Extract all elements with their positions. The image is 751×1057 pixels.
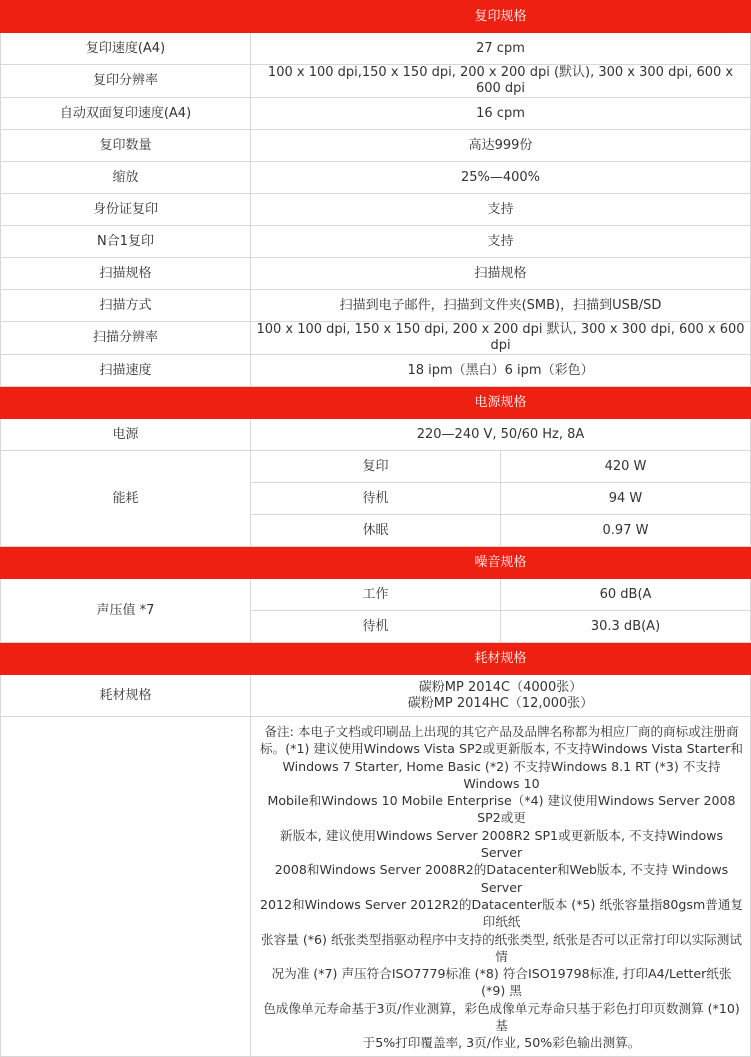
row-value: 16 cpm xyxy=(251,98,751,130)
row-value: 支持 xyxy=(251,226,751,258)
section-title-noise: 噪音规格 xyxy=(251,547,751,579)
section-header-noise-left xyxy=(1,547,251,579)
table-row xyxy=(1,322,751,355)
table-row xyxy=(1,258,751,290)
row-label: 电源 xyxy=(1,419,251,451)
row-value: 0.97 W xyxy=(501,515,751,547)
sub-label: 休眠 xyxy=(251,515,501,547)
row-label: 扫描方式 xyxy=(1,290,251,322)
row-value: 25%—400% xyxy=(251,162,751,194)
notes-label-empty xyxy=(1,717,251,1057)
table-row xyxy=(1,451,751,483)
notes-line: Windows 7 Starter, Home Basic (*2) 不支持Windows 8.1 RT (*3) 不支持Windows 10 xyxy=(282,758,721,791)
row-label: 声压值 *7 xyxy=(1,579,251,643)
notes-row xyxy=(1,717,751,1057)
table-row xyxy=(1,290,751,322)
row-label: 扫描规格 xyxy=(1,258,251,290)
table-row xyxy=(1,355,751,387)
section-header-copy-left xyxy=(1,1,251,33)
sub-label: 待机 xyxy=(251,483,501,515)
row-label: 能耗 xyxy=(1,451,251,547)
table-row xyxy=(1,579,751,611)
sub-label: 复印 xyxy=(251,451,501,483)
section-title-power: 电源规格 xyxy=(251,387,751,419)
row-value: 扫描到电子邮件，扫描到文件夹(SMB)，扫描到USB/SD xyxy=(251,290,751,322)
table-row xyxy=(1,33,751,65)
section-header-copy xyxy=(1,1,751,33)
row-value xyxy=(251,675,751,717)
table-row xyxy=(1,162,751,194)
section-title-supplies: 耗材规格 xyxy=(251,643,751,675)
table-row xyxy=(1,98,751,130)
row-value: 100 x 100 dpi, 150 x 150 dpi, 200 x 200 dpi 默认, 300 x 300 dpi, 600 x 600 dpi xyxy=(251,322,751,355)
notes-line: 备注: 本电子文档或印刷品上出现的其它产品及品牌名称都为相应厂商的商标或注册商 xyxy=(264,724,739,739)
section-title-copy: 复印规格 xyxy=(251,1,751,33)
row-value: 100 x 100 dpi,150 x 150 dpi, 200 x 200 dpi (默认), 300 x 300 dpi, 600 x 600 dpi xyxy=(251,65,751,98)
row-label: 自动双面复印速度(A4) xyxy=(1,98,251,130)
supply-item: 碳粉MP 2014C（4000张） xyxy=(418,679,583,695)
table-row xyxy=(1,419,751,451)
row-label: 扫描速度 xyxy=(1,355,251,387)
notes-line: 色成像单元寿命基于3页/作业测算，彩色成像单元寿命只基于彩色打印页数测算 (*10) 基 xyxy=(263,1000,740,1034)
section-header-power-left xyxy=(1,387,251,419)
row-value: 高达999份 xyxy=(251,130,751,162)
row-value: 220—240 V, 50/60 Hz, 8A xyxy=(251,419,751,451)
row-value: 30.3 dB(A) xyxy=(501,611,751,643)
row-label: 复印数量 xyxy=(1,130,251,162)
row-label: 复印分辨率 xyxy=(1,65,251,98)
row-value: 420 W xyxy=(501,451,751,483)
row-value: 扫描规格 xyxy=(251,258,751,290)
row-label: 缩放 xyxy=(1,162,251,194)
row-label: 扫描分辨率 xyxy=(1,322,251,355)
sub-label: 待机 xyxy=(251,611,501,643)
notes-line: 新版本, 建议使用Windows Server 2008R2 SP1或更新版本, 不支持Windows Server xyxy=(279,827,724,861)
notes-line: Mobile和Windows 10 Mobile Enterprise（*4) 建议使用Windows Server 2008 SP2或更 xyxy=(267,793,736,826)
row-label: 耗材规格 xyxy=(1,675,251,717)
supply-item: 碳粉MP 2014HC（12,000张） xyxy=(407,695,594,711)
notes-line: 况为准 (*7) 声压符合ISO7779标准 (*8) 符合ISO19798标准, 打印A4/Letter纸张 (*9) 黑 xyxy=(271,966,732,999)
notes-line: 标。(*1) 建议使用Windows Vista SP2或更新版本, 不支持Windows Vista Starter和 xyxy=(260,741,743,757)
notes-text xyxy=(251,717,751,1057)
notes-line: 2012和Windows Server 2012R2的Datacenter版本 (*5) 纸张容量指80gsm普通复印纸纸 xyxy=(259,896,744,930)
section-header-supplies xyxy=(1,643,751,675)
table-row xyxy=(1,65,751,98)
row-value: 18 ipm（黑白）6 ipm（彩色） xyxy=(251,355,751,387)
table-row xyxy=(1,675,751,717)
row-value: 60 dB(A xyxy=(501,579,751,611)
row-label: 复印速度(A4) xyxy=(1,33,251,65)
row-label: N合1复印 xyxy=(1,226,251,258)
notes-line: 2008和Windows Server 2008R2的Datacenter和Web版本, 不支持 Windows Server xyxy=(274,862,729,895)
notes-line: 于5%打印覆盖率, 3页/作业, 50%彩色输出测算。 xyxy=(362,1035,641,1051)
row-value: 支持 xyxy=(251,194,751,226)
table-row xyxy=(1,226,751,258)
row-label: 身份证复印 xyxy=(1,194,251,226)
row-value: 94 W xyxy=(501,483,751,515)
section-header-noise xyxy=(1,547,751,579)
section-header-supplies-left xyxy=(1,643,251,675)
sub-label: 工作 xyxy=(251,579,501,611)
table-row xyxy=(1,130,751,162)
row-value: 27 cpm xyxy=(251,33,751,65)
notes-line: 张容量 (*6) 纸张类型指驱动程序中支持的纸张类型, 纸张是否可以正常打印以实际测试情 xyxy=(261,931,742,964)
table-row xyxy=(1,194,751,226)
section-header-power xyxy=(1,387,751,419)
